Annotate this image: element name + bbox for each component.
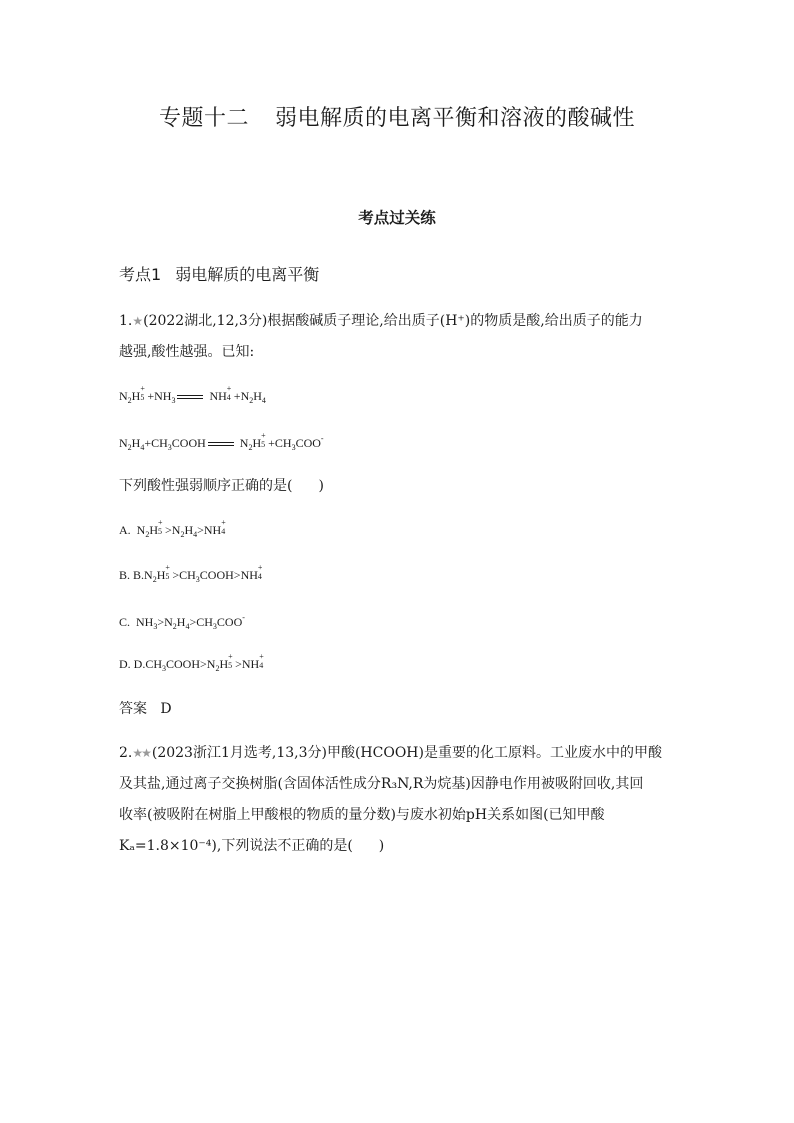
answer-label: 答案 [119, 701, 147, 717]
difficulty-star-icon: ★ [132, 314, 142, 328]
q1-line2: 越强,酸性越强。已知: [119, 344, 255, 360]
q2-line1 [119, 743, 662, 763]
section-heading: 考点过关练 [358, 209, 436, 227]
q1-stem-text: 下列酸性强弱顺序正确的是( [119, 478, 293, 494]
q2-text-line1: (2023浙江1月选考,13,3分)甲酸(HCOOH)是重要的化工原料。工业废水中的甲酸 [151, 745, 662, 761]
q1-stem [119, 476, 324, 496]
q2-line3: 收率(被吸附在树脂上甲酸根的物质的量分数)与废水初始pH关系如图(已知甲酸 [119, 807, 605, 823]
q1-line1 [119, 311, 643, 331]
answer-value: D [160, 701, 172, 717]
option-c-label: C. [119, 615, 131, 629]
q1-option-a: A. $N_2H$ + 5 $>N_2H_4>NH$ + 4 [119, 518, 226, 539]
q2-stem-paren: ) [378, 838, 385, 854]
kaodian-heading [119, 262, 319, 285]
equilibrium-sign [177, 392, 203, 402]
q1-answer [119, 699, 172, 719]
option-a-label: A. [119, 523, 131, 537]
q1-equation-2: $N_2H_4+CH_3COOH$ $N_2H$ + 5 $+CH_3COO^-$ [119, 431, 324, 452]
q2-number: 2. [119, 745, 133, 761]
q2-text-line4: Kₐ=1.8×10⁻⁴),下列说法不正确的是( [119, 838, 353, 854]
option-d-label: D. D. [119, 657, 146, 671]
q1-stem-paren: ) [318, 478, 324, 494]
option-b-label: B. B. [119, 568, 145, 582]
q1-option-b: B. $B.N_2H$ + 5 $>CH_3COOH>NH$ + 4 [119, 563, 263, 584]
difficulty-stars-icon: ★★ [132, 746, 150, 760]
q1-equation-1: $N_2H$ + 5 $+NH_3$ NH + 4 $+N_2H_4$ [119, 384, 266, 405]
q1-option-d: D. $D.CH_3COOH>N_2H$ + 5 >NH + 4 [119, 652, 264, 673]
title-topic-name: 弱电解质的电离平衡和溶液的酸碱性 [275, 106, 636, 131]
q1-number: 1. [119, 313, 133, 329]
kaodian-label: 考点1 [119, 265, 162, 284]
equilibrium-sign [208, 439, 234, 449]
q1-text-line1: (2022湖北,12,3分)根据酸碱质子理论,给出质子(H⁺)的物质是酸,给出质子的能力 [143, 313, 643, 329]
q2-line4 [119, 836, 384, 856]
kaodian-name: 弱电解质的电离平衡 [175, 265, 320, 284]
q2-line2: 及其盐,通过离子交换树脂(含固体活性成分R₃N,R为烷基)因静电作用被吸附回收,其回 [119, 776, 644, 792]
page-title [0, 101, 794, 132]
q1-option-c: C. $NH_3>N_2H_4>CH_3COO^-$ [119, 613, 245, 631]
title-topic-number: 专题十二 [158, 106, 249, 131]
